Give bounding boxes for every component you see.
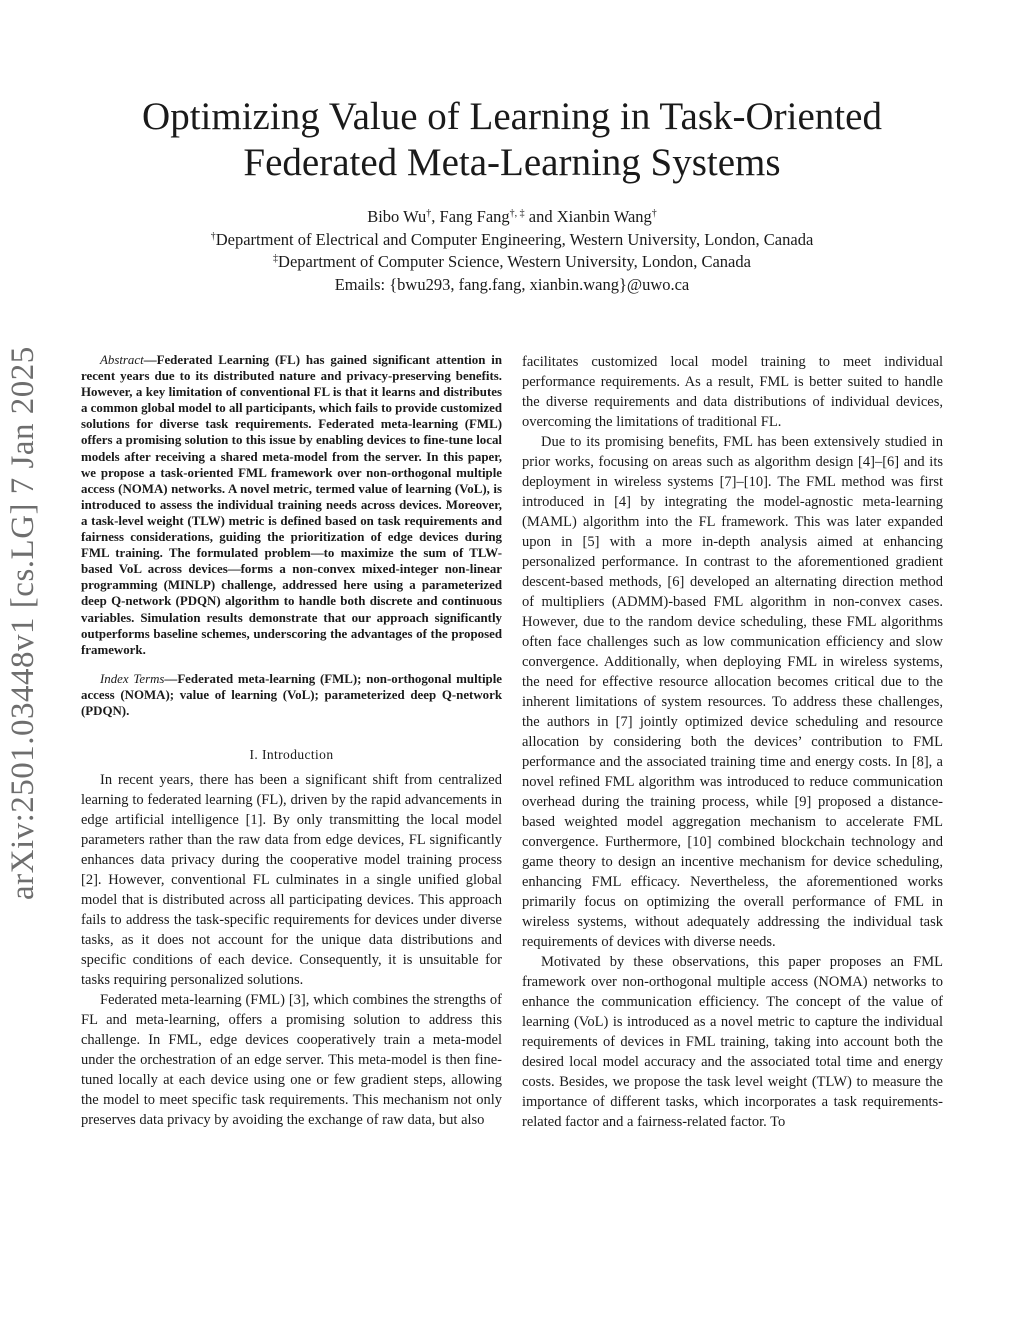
paragraph-text: facilitates customized local model training to meet individual performance requirements. As a result, FML is better suited to handle the diverse requirements and data distributions of individual devices, overcoming the limitations of traditional FL. bbox=[522, 354, 943, 430]
paper-title bbox=[0, 94, 1024, 186]
section-heading-introduction: I. Introduction bbox=[249, 747, 334, 763]
body-paragraph bbox=[81, 770, 502, 990]
index-terms-label: Index Terms bbox=[100, 671, 165, 686]
author-list bbox=[0, 206, 1024, 229]
index-terms bbox=[81, 671, 502, 719]
body-paragraph bbox=[522, 952, 943, 1132]
affiliation-2 bbox=[0, 251, 1024, 274]
abstract-label: Abstract bbox=[100, 353, 144, 367]
index-terms-text: —Federated meta-learning (FML); non-orthogonal multiple access (NOMA); value of learning (VoL); parameterized deep Q-network (PDQN). bbox=[81, 671, 503, 718]
affiliation-marker: † bbox=[426, 208, 432, 219]
author-name: Fang Fang bbox=[439, 207, 510, 226]
paragraph-text: In recent years, there has been a significant shift from centralized learning to federated learning (FL), driven by the rapid advancements in edge artificial intelligence [1]. By only transmitting the local model parameters rather than the raw data from edge devices, FL significantly enhances data privacy during the cooperative model training process [2]. However, conventional FL culminates in a single unified global model that is distributed across all participating devices. This approach fails to address the task-specific requirements for devices under diverse tasks, as it does not account for the unique data distributions and specific conditions of each device. Consequently, it is unsuitable for tasks requiring personalized solutions. bbox=[81, 772, 502, 989]
left-column bbox=[81, 352, 502, 1130]
body-paragraph bbox=[522, 352, 943, 432]
author-separator: , bbox=[431, 207, 440, 226]
affiliation-marker: † bbox=[651, 208, 657, 219]
affiliation-marker: ‡ bbox=[273, 253, 279, 264]
affiliation-1 bbox=[0, 229, 1024, 252]
right-column bbox=[522, 352, 943, 1132]
paragraph-text: Federated meta-learning (FML) [3], which combines the strengths of FL and meta-learning, offers a promising solution to address this challenge. In FML, edge devices cooperatively train a meta-model under the orchestration of an edge server. This meta-model is then fine-tuned locally at each device using one or few gradient steps, allowing the model to meet specific task requirements. This mechanism not only preserves data privacy by avoiding the exchange of raw data, but also bbox=[81, 992, 502, 1129]
paragraph-text: Motivated by these observations, this paper proposes an FML framework over non-orthogonal multiple access (NOMA) networks to enhance the communication efficiency. The concept of the value of learning (VoL) is introduced as a novel metric to capture the individual requirements of devices in FML training, taking into account both the desired local model accuracy and the associated total time and energy costs. Besides, we propose the task level weight (TLW) to measure the importance of different tasks, which incorporates a task requirements-related factor and a fairness-related factor. To bbox=[522, 954, 943, 1130]
affiliation-text: Department of Computer Science, Western University, London, Canada bbox=[278, 252, 751, 271]
paragraph-text: Due to its promising benefits, FML has been extensively studied in prior works, focusing on areas such as algorithm design [4]–[6] and its deployment in wireless systems [7]–[10]. The FML method was first introduced in [4] by integrating the model-agnostic meta-learning (MAML) algorithm into the FL framework. This was later expanded upon in [5] with a more in-depth analysis aimed at enhancing personalized performance. In contrast to the aforementioned gradient descent-based methods, [6] developed an alternating direction method of multipliers (ADMM)-based FML algorithm in non-convex cases. However, due to the random device scheduling, these FML algorithms often face challenges such as low communication efficiency and slow convergence. Additionally, when deploying FML in wireless systems, the need for effective resource allocation becomes critical due to the inherent limitations of system resources. To address these challenges, the authors in [7] jointly optimized device scheduling and resource allocation by considering both the devices’ contribution to FML performance and the associated training time and energy costs. In [8], a novel refined FML algorithm was introduced to reduce communication overhead during the training process, while [9] proposed a distance-based weighted model aggregation mechanism to accelerate FML convergence. Furthermore, [10] combined blockchain technology and game theory to design an incentive mechanism for device scheduling, enhancing FML efficacy. Nevertheless, the aforementioned works primarily focus on optimizing the overall performance of FML in wireless systems, without adequately addressing the individual task requirements of devices with diverse needs. bbox=[522, 434, 943, 950]
affiliation-text: Department of Electrical and Computer Engineering, Western University, London, Canada bbox=[215, 229, 814, 249]
arxiv-identifier: arXiv:2501.03448v1 [cs.LG] 7 Jan 2025 bbox=[5, 346, 41, 900]
authors-block bbox=[0, 206, 1024, 296]
body-paragraph bbox=[522, 432, 943, 952]
abstract bbox=[81, 352, 502, 658]
abstract-text: —Federated Learning (FL) has gained significant attention in recent years due to its distributed nature and privacy-preserving benefits. However, a key limitation of conventional FL is that it learns and distributes a common global model to all participants, which fails to provide customized solutions for diverse task requirements. Federated meta-learning (FML) offers a promising solution to this issue by enabling devices to fine-tune local models after receiving a shared meta-model from the server. In this paper, we propose a task-oriented FML framework over non-orthogonal multiple access (NOMA) networks. A novel metric, termed value of learning (VoL), is introduced to assess the individual training needs across devices. Moreover, a task-level weight (TLW) metric is defined based on task requirements and fairness considerations, guiding the prioritization of edge devices during FML training. The formulated problem—to maximize the sum of TLW-based VoL across devices—forms a non-convex mixed-integer non-linear programming (MINLP) challenge, addressed here using a parameterized deep Q-network (PDQN) algorithm to handle both discrete and continuous variables. Simulation results demonstrate that our approach significantly outperforms baseline schemes, underscoring the advantages of the proposed framework. bbox=[81, 353, 502, 657]
title-line-1: Optimizing Value of Learning in Task-Oriented bbox=[142, 95, 882, 138]
affiliation-marker: † bbox=[210, 230, 216, 242]
title-line-2: Federated Meta-Learning Systems bbox=[243, 141, 781, 184]
author-name: Bibo Wu bbox=[367, 207, 427, 226]
author-name: Xianbin Wang bbox=[556, 207, 652, 226]
author-emails: Emails: {bwu293, fang.fang, xianbin.wang}@uwo.ca bbox=[334, 274, 690, 294]
affiliation-marker: †, ‡ bbox=[509, 208, 525, 219]
body-paragraph bbox=[81, 990, 502, 1130]
author-separator: and bbox=[524, 207, 557, 226]
